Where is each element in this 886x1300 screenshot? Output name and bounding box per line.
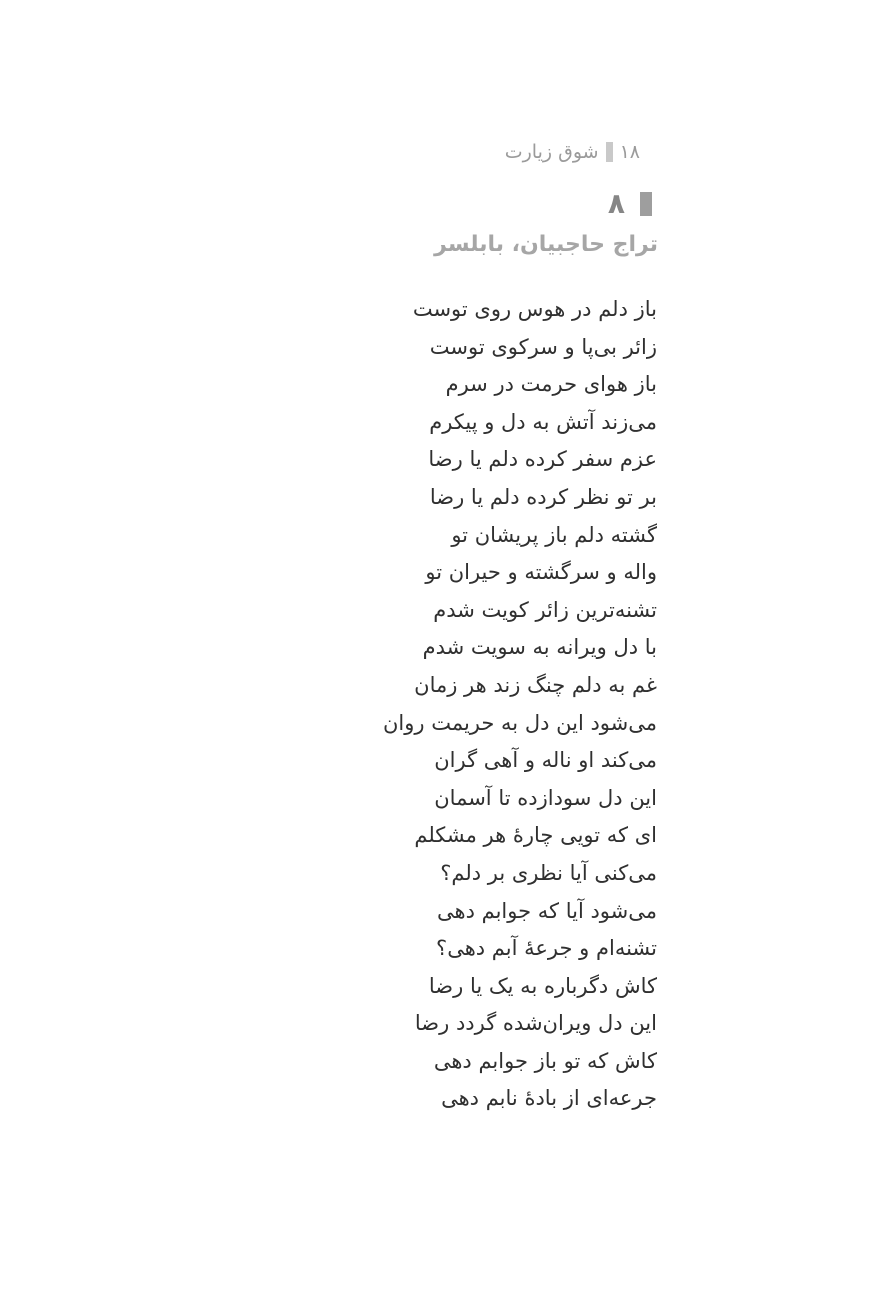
poem-author: تراج حاجبیان، بابلسر — [434, 232, 658, 257]
poem-line: می‌شود آیا که جوابم دهی — [437, 898, 657, 923]
poem-line: تشنه‌ترین زائر کویت شدم — [433, 597, 657, 622]
poem-line: این دل سودازده تا آسمان — [434, 785, 657, 810]
poem-line: باز هوای حرمت در سرم — [445, 372, 657, 397]
poem-line: گشته دلم باز پریشان تو — [451, 522, 657, 547]
poem-line: می‌کنی آیا نظری بر دلم؟ — [440, 860, 657, 885]
poem-line: تشنه‌ام و جرعهٔ آبم دهی؟ — [436, 936, 657, 961]
poem-line: می‌زند آتش به دل و پیکرم — [429, 409, 657, 434]
poem-line: می‌شود این دل به حریمت روان — [382, 710, 657, 735]
poem-line: زائر بی‌پا و سرکوی توست — [429, 334, 657, 359]
book-title: شوق زیارت — [504, 141, 599, 163]
page-header — [505, 141, 640, 163]
poem-line: با دل ویرانه به سویت شدم — [422, 635, 657, 660]
poem-line: باز دلم در هوس روی توست — [412, 297, 657, 321]
poem-line: جرعه‌ای از بادهٔ نابم دهی — [441, 1086, 657, 1111]
poem — [383, 291, 657, 1118]
section-marker — [607, 187, 652, 220]
section-number: ۸ — [607, 187, 625, 220]
poem-line: کاش که تو باز جوابم دهی — [433, 1048, 657, 1073]
section-marker-bar — [640, 192, 652, 216]
page-number: ۱۸ — [619, 141, 640, 163]
poem-line: ای که تویی چارهٔ هر مشکلم — [414, 823, 657, 848]
poem-line: این دل ویران‌شده گردد رضا — [414, 1011, 657, 1036]
poem-line: می‌کند او ناله و آهی گران — [434, 748, 657, 773]
poem-line: عزم سفر کرده دلم یا رضا — [428, 447, 657, 472]
poem-line: کاش دگرباره به یک یا رضا — [428, 973, 657, 998]
poem-line: واله و سرگشته و حیران تو — [425, 560, 657, 585]
header-separator-bar — [606, 142, 613, 162]
poem-line: بر تو نظر کرده دلم یا رضا — [429, 484, 657, 509]
poem-line: غم به دلم چنگ زند هر زمان — [414, 672, 657, 697]
